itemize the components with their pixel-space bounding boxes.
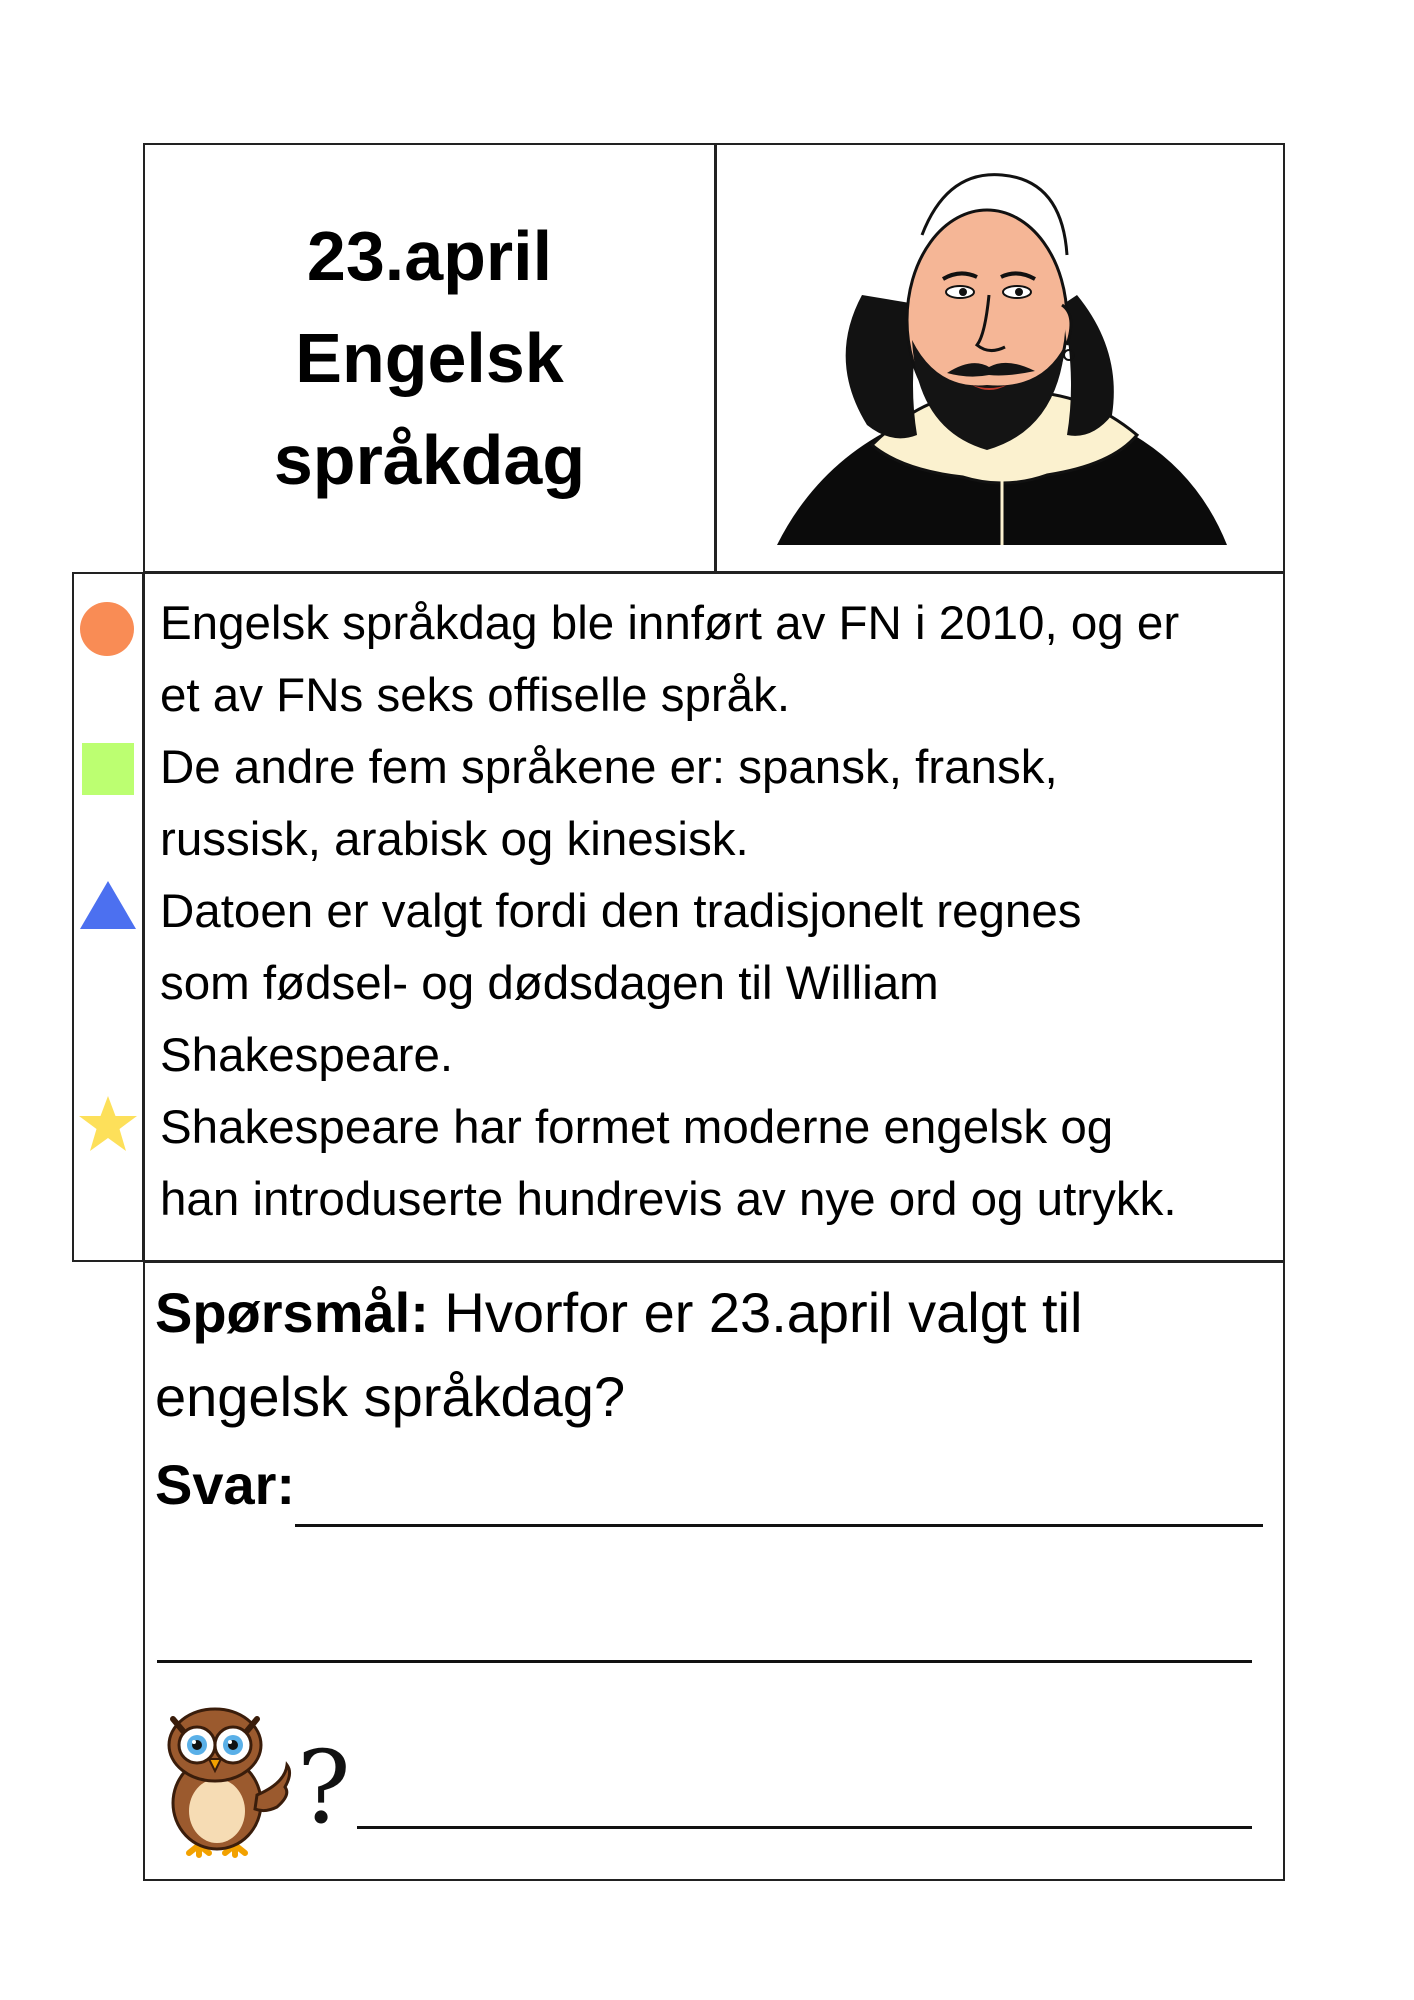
fact-line: Datoen er valgt fordi den tradisjonelt regnes [160, 885, 1082, 938]
fact-paragraph [160, 876, 1273, 1092]
fact-line: Shakespeare. [160, 1029, 454, 1082]
answer-line[interactable] [357, 1826, 1252, 1829]
title-line-2: språkdag [273, 421, 586, 499]
green-square-icon [80, 741, 136, 797]
yellow-star-icon [77, 1094, 139, 1154]
marker-column [72, 572, 144, 1262]
question-cell [143, 1261, 1285, 1881]
fact-line: De andre fem språkene er: spansk, fransk, [160, 741, 1058, 794]
answer-line[interactable] [295, 1456, 1263, 1527]
fact-line: Engelsk språkdag ble innført av FN i 2010, og er [160, 597, 1180, 650]
fact-line: russisk, arabisk og kinesisk. [160, 813, 749, 866]
question-line-2: engelsk språkdag? [155, 1365, 626, 1428]
answer-row [155, 1443, 1263, 1527]
facts-cell [143, 572, 1285, 1262]
title-line-date: 23.april [306, 217, 553, 295]
fact-line: som fødsel- og dødsdagen til William [160, 957, 939, 1010]
title-cell [143, 143, 716, 573]
question-label: Spørsmål: [155, 1281, 429, 1344]
question-mark: ? [297, 1729, 351, 1846]
portrait-cell [715, 143, 1285, 573]
fact-line: Shakespeare har formet moderne engelsk og [160, 1101, 1114, 1154]
orange-circle-icon [78, 600, 136, 658]
fact-paragraph [160, 1092, 1273, 1236]
fact-paragraph [160, 588, 1273, 732]
fact-line: et av FNs seks offiselle språk. [160, 669, 791, 722]
fact-paragraph [160, 732, 1273, 876]
title-line-1: Engelsk [295, 319, 564, 397]
page-title [145, 205, 714, 511]
answer-label: Svar: [155, 1453, 296, 1516]
shakespeare-portrait [717, 145, 1283, 571]
question-text [155, 1271, 1265, 1439]
fact-line: han introduserte hundrevis av nye ord og utrykk. [160, 1173, 1177, 1226]
question-line-1: Hvorfor er 23.april valgt til [428, 1281, 1083, 1344]
owl-thumbs-up-icon [159, 1703, 295, 1863]
facts-text [160, 588, 1273, 1236]
blue-triangle-icon [78, 879, 138, 931]
answer-line[interactable] [157, 1660, 1252, 1663]
